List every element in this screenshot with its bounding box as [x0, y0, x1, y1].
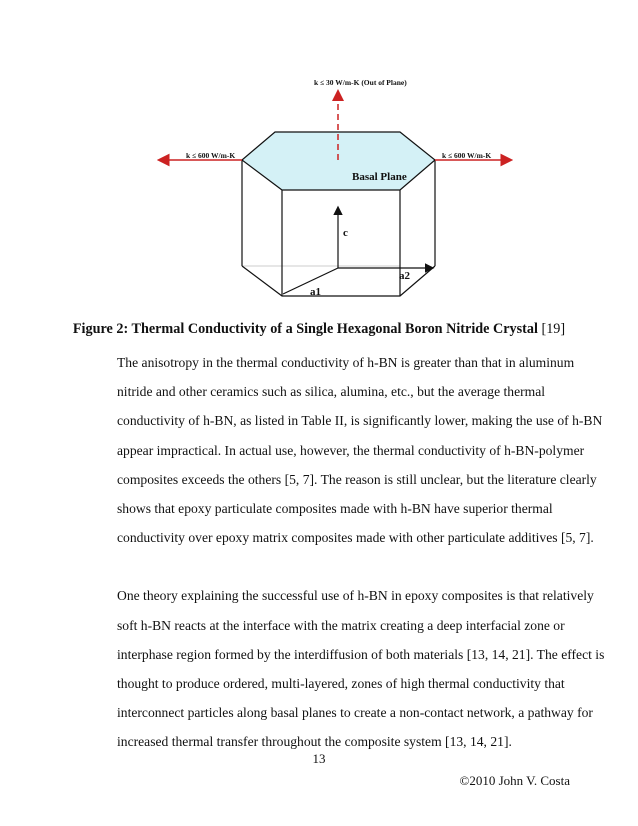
text-line: One theory explaining the successful use of h-BN in epoxy composites is that relatively — [117, 588, 594, 604]
hexagonal-crystal-diagram — [0, 0, 638, 310]
out-of-plane-label: k ≤ 30 W/m-K (Out of Plane) — [314, 78, 407, 87]
figure-caption — [0, 319, 638, 339]
text-line: shows that epoxy particulate composites made with h-BN have superior thermal — [117, 501, 553, 517]
hexagonal-crystal-figure — [0, 0, 638, 310]
paragraph-anisotropy — [117, 348, 603, 552]
copyright-notice: ©2010 John V. Costa — [459, 773, 570, 788]
text-line: conductivity of h-BN, as listed in Table II, is significantly lower, making the use of h-BN — [117, 413, 603, 429]
c-axis-label: c — [343, 227, 348, 239]
a1-axis-label: a1 — [310, 286, 321, 298]
left-in-plane-label: k ≤ 600 W/m-K — [186, 151, 236, 160]
text-line: thought to produce ordered, multi-layered, zones of high thermal conductivity that — [117, 676, 565, 692]
text-line: conductivity over epoxy matrix composites made with other particulate additives [5, 7]. — [117, 530, 594, 546]
text-line: interphase region formed by the interdiffusion of both materials [13, 14, 21]. The effect is — [117, 646, 605, 662]
paragraph-theory — [117, 581, 605, 756]
text-line: soft h-BN reacts at the interface with the matrix creating a deep interfacial zone or — [117, 617, 565, 633]
a2-axis-label: a2 — [399, 270, 410, 282]
text-line: The anisotropy in the thermal conductivity of h-BN is greater than that in aluminum — [117, 355, 575, 370]
text-line: increased thermal transfer throughout the composite system [13, 14, 21]. — [117, 734, 512, 750]
right-in-plane-label: k ≤ 600 W/m-K — [442, 151, 492, 160]
text-line: nitride and other ceramics such as silica, alumina, etc., but the average thermal — [117, 384, 546, 400]
text-line: interconnect particles along basal planes to create a non-contact network, a pathway for — [117, 705, 593, 721]
text-line: composites exceeds the others [5, 7]. The reason is still unclear, but the literature clearly — [117, 471, 597, 487]
figure-caption-citation: [19] — [537, 321, 566, 337]
body-text — [117, 348, 605, 757]
page-number: 13 — [312, 751, 326, 766]
figure-caption-title: Figure 2: Thermal Conductivity of a Single Hexagonal Boron Nitride Crystal — [72, 321, 538, 337]
basal-plane-label: Basal Plane — [352, 171, 407, 183]
text-line: appear impractical. In actual use, however, the thermal conductivity of h-BN-polymer — [117, 442, 585, 458]
